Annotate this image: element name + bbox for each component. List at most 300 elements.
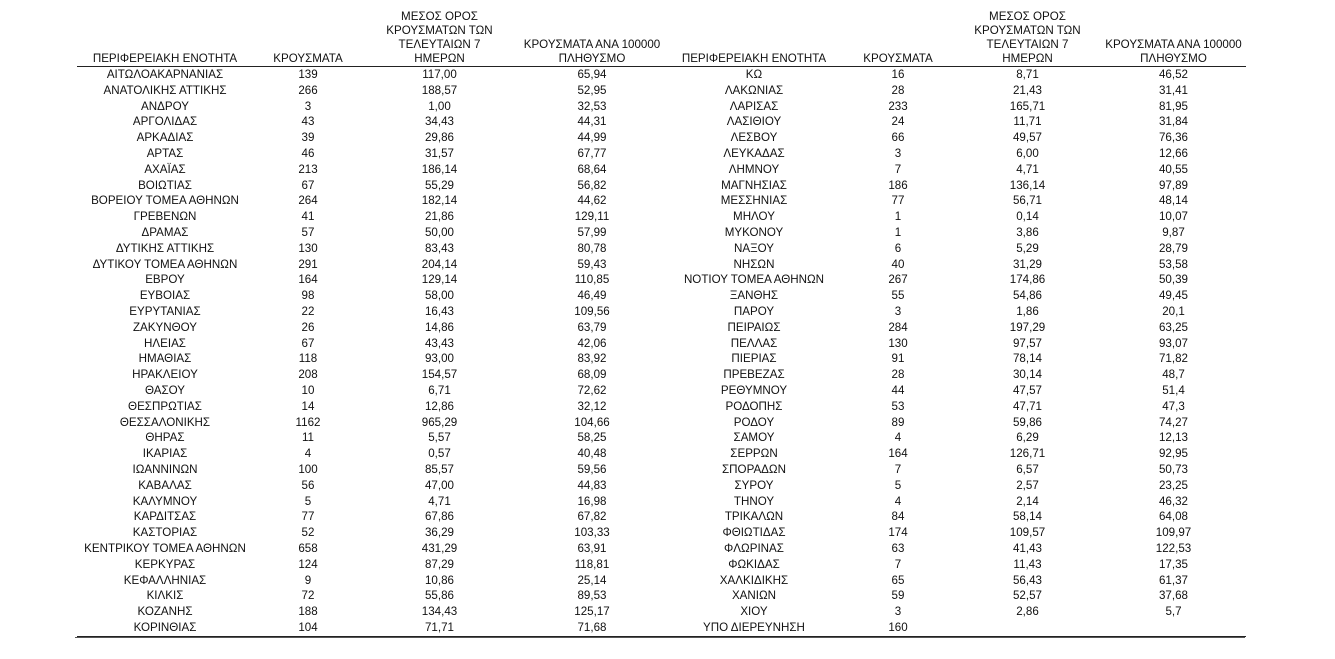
cell-cases: 14 — [301, 399, 315, 413]
cell-region: ΕΥΡΥΤΑΝΙΑΣ — [129, 304, 201, 318]
cell-cases: 3 — [894, 146, 902, 160]
cell-avg7: 56,43 — [1012, 573, 1042, 587]
cell-per100k: 40,48 — [577, 447, 607, 461]
cell-avg7: 154,57 — [421, 368, 458, 382]
cell-cases: 7 — [894, 557, 902, 571]
cell-cases: 6 — [894, 241, 902, 255]
cell-region: ΑΝΔΡΟΥ — [141, 99, 189, 113]
cell-cases: 130 — [888, 336, 908, 350]
cell-cases: 3 — [304, 99, 312, 113]
table-row — [666, 525, 1246, 541]
cell-per100k: 44,83 — [577, 478, 607, 492]
cell-avg7: 188,57 — [421, 83, 458, 97]
cell-region: ΚΟΖΑΝΗΣ — [137, 605, 193, 619]
cell-avg7: 58,00 — [424, 289, 454, 303]
table-row — [77, 383, 668, 399]
cell-cases: 26 — [301, 320, 315, 334]
cell-region: ΘΕΣΠΡΩΤΙΑΣ — [128, 399, 202, 413]
cell-region: ΞΑΝΘΗΣ — [729, 289, 779, 303]
header-avg7: ΜΕΣΟΣ ΟΡΟΣ ΚΡΟΥΣΜΑΤΩΝ ΤΩΝ ΤΕΛΕΥΤΑΙΩΝ 7 ΗΜΕΡΩΝ — [363, 10, 516, 67]
cell-cases: 40 — [891, 257, 905, 271]
cell-per100k: 68,09 — [577, 368, 607, 382]
cell-cases: 77 — [891, 194, 905, 208]
table-row — [77, 509, 668, 525]
table-row — [77, 241, 668, 257]
cell-per100k: 125,17 — [574, 605, 610, 619]
cell-avg7: 6,29 — [1016, 431, 1039, 445]
table-row — [666, 257, 1246, 273]
cell-region: ΘΗΡΑΣ — [145, 431, 185, 445]
cell-per100k: 97,89 — [1158, 178, 1188, 192]
cell-region: ΠΡΕΒΕΖΑΣ — [723, 368, 785, 382]
cell-region: ΝΑΞΟΥ — [733, 241, 775, 255]
table-row — [666, 320, 1246, 336]
cell-avg7: 1,00 — [428, 99, 451, 113]
cell-per100k: 16,98 — [577, 494, 607, 508]
cell-per100k: 61,37 — [1158, 573, 1188, 587]
table-row — [77, 209, 668, 225]
cell-avg7: 10,86 — [424, 573, 454, 587]
cell-cases: 39 — [301, 131, 315, 145]
cell-avg7: 93,00 — [424, 352, 454, 366]
cell-region: ΑΡΓΟΛΙΔΑΣ — [132, 115, 198, 129]
cell-cases: 63 — [891, 541, 905, 555]
cell-per100k: 67,77 — [577, 146, 607, 160]
cell-per100k: 31,41 — [1158, 83, 1188, 97]
cell-cases: 55 — [891, 289, 905, 303]
table-row — [77, 83, 668, 99]
cell-region: ΣΕΡΡΩΝ — [730, 447, 778, 461]
cell-avg7: 204,14 — [421, 257, 458, 271]
cell-per100k: 49,45 — [1158, 289, 1188, 303]
table-row — [77, 257, 668, 273]
table-row — [77, 336, 668, 352]
cell-cases: 3 — [894, 605, 902, 619]
cell-cases: 291 — [298, 257, 318, 271]
cell-cases: 22 — [301, 304, 315, 318]
cell-region: ΑΧΑΪΑΣ — [144, 162, 186, 176]
table-row — [666, 383, 1246, 399]
cell-region: ΑΙΤΩΛΟΑΚΑΡΝΑΝΙΑΣ — [106, 68, 224, 81]
cell-per100k: 118,81 — [574, 557, 610, 571]
cell-region: ΗΜΑΘΙΑΣ — [138, 352, 192, 366]
table-row — [77, 604, 668, 620]
cell-per100k: 12,13 — [1158, 431, 1188, 445]
cell-per100k: 25,14 — [577, 573, 607, 587]
cell-region: ΚΕΦΑΛΛΗΝΙΑΣ — [123, 573, 207, 587]
cell-region: ΚΑΒΑΛΑΣ — [138, 478, 192, 492]
cell-avg7: 30,14 — [1012, 368, 1042, 382]
table-row — [666, 114, 1246, 130]
cell-avg7: 431,29 — [421, 541, 458, 555]
cell-region: ΗΛΕΙΑΣ — [144, 336, 186, 350]
cell-avg7: 8,71 — [1016, 68, 1039, 81]
cell-cases: 67 — [301, 336, 315, 350]
cell-avg7: 31,29 — [1012, 257, 1042, 271]
bottom-rule — [75, 637, 1245, 638]
cell-per100k: 47,3 — [1162, 399, 1185, 413]
cell-avg7: 87,29 — [424, 557, 454, 571]
cell-avg7: 47,71 — [1012, 399, 1042, 413]
cell-avg7: 34,43 — [424, 115, 454, 129]
table-row — [77, 67, 668, 83]
cell-per100k: 9,87 — [1162, 225, 1185, 239]
cell-cases: 41 — [301, 210, 315, 224]
cell-avg7: 14,86 — [424, 320, 454, 334]
cell-per100k: 56,82 — [577, 178, 607, 192]
cell-avg7: 109,57 — [1009, 526, 1046, 540]
cell-region: ΑΝΑΤΟΛΙΚΗΣ ΑΤΤΙΚΗΣ — [103, 83, 227, 97]
header-cases: ΚΡΟΥΣΜΑΤΑ — [842, 10, 954, 67]
cell-per100k: 83,92 — [577, 352, 607, 366]
header-row — [77, 10, 668, 67]
cell-per100k: 32,53 — [577, 99, 607, 113]
cases-table-right — [666, 10, 1246, 637]
cell-region: ΧΑΝΙΩΝ — [731, 589, 777, 603]
table-row — [77, 541, 668, 557]
cell-cases: 10 — [301, 383, 315, 397]
cell-region: ΝΗΣΩΝ — [733, 257, 775, 271]
cell-region: ΚΟΡΙΝΘΙΑΣ — [77, 620, 253, 636]
table-row — [666, 620, 1246, 636]
cell-per100k: 50,39 — [1158, 273, 1188, 287]
cell-region: ΒΟΙΩΤΙΑΣ — [138, 178, 192, 192]
cell-cases: 4 — [304, 447, 312, 461]
cell-cases: 7 — [894, 162, 902, 176]
table-row — [77, 446, 668, 462]
cell-per100k: 63,25 — [1158, 320, 1188, 334]
cell-per100k: 53,58 — [1158, 257, 1188, 271]
cell-region: ΦΛΩΡΙΝΑΣ — [724, 541, 784, 555]
table-row — [77, 304, 668, 320]
cell-region: ΛΑΡΙΣΑΣ — [729, 99, 779, 113]
table-row — [666, 541, 1246, 557]
cell-region: ΡΟΔΟΠΗΣ — [725, 399, 783, 413]
cell-per100k: 64,08 — [1158, 510, 1188, 524]
cell-avg7: 16,43 — [424, 304, 454, 318]
cell-cases: 164 — [298, 273, 318, 287]
cell-avg7: 6,00 — [1016, 146, 1039, 160]
cell-per100k: 32,12 — [577, 399, 607, 413]
table-row — [666, 351, 1246, 367]
cell-avg7: 97,57 — [1012, 336, 1042, 350]
cell-region: ΠΙΕΡΙΑΣ — [731, 352, 777, 366]
table-row — [666, 604, 1246, 620]
cell-per100k: 93,07 — [1158, 336, 1188, 350]
table-row — [77, 114, 668, 130]
cell-cases: 4 — [894, 494, 902, 508]
cell-per100k — [1101, 620, 1246, 636]
cell-per100k: 58,25 — [577, 431, 607, 445]
cell-cases: 4 — [894, 431, 902, 445]
cell-per100k: 71,68 — [516, 620, 668, 636]
cell-per100k: 59,56 — [577, 462, 607, 476]
cell-region: ΙΚΑΡΙΑΣ — [142, 447, 188, 461]
cell-avg7: 2,14 — [1016, 494, 1039, 508]
cell-region: ΛΗΜΝΟΥ — [728, 162, 780, 176]
table-row — [666, 336, 1246, 352]
table-row — [666, 241, 1246, 257]
cell-per100k: 44,99 — [577, 131, 607, 145]
cell-avg7: 5,57 — [428, 431, 451, 445]
cell-region: ΣΠΟΡΑΔΩΝ — [722, 462, 786, 476]
cell-region: ΚΕΡΚΥΡΑΣ — [134, 557, 196, 571]
cell-per100k: 46,52 — [1158, 68, 1188, 81]
table-row — [666, 209, 1246, 225]
cell-avg7: 0,14 — [1016, 210, 1039, 224]
cell-avg7: 6,71 — [428, 383, 451, 397]
cell-avg7: 67,86 — [424, 510, 454, 524]
cell-per100k: 76,36 — [1158, 131, 1188, 145]
cell-cases: 89 — [891, 415, 905, 429]
cell-avg7: 85,57 — [424, 462, 454, 476]
cell-cases: 84 — [891, 510, 905, 524]
cell-per100k: 57,99 — [577, 225, 607, 239]
cell-region: ΜΑΓΝΗΣΙΑΣ — [721, 178, 787, 192]
cell-per100k: 12,66 — [1158, 146, 1188, 160]
cell-region: ΔΥΤΙΚΟΥ ΤΟΜΕΑ ΑΘΗΝΩΝ — [92, 257, 238, 271]
cell-avg7: 2,57 — [1016, 478, 1039, 492]
cell-avg7: 21,43 — [1012, 83, 1042, 97]
table-row — [666, 288, 1246, 304]
cell-per100k: 63,91 — [577, 541, 607, 555]
table-row — [666, 225, 1246, 241]
cell-per100k: 65,94 — [577, 68, 607, 81]
table-row — [666, 162, 1246, 178]
cell-region: ΔΡΑΜΑΣ — [141, 225, 189, 239]
cell-region: ΠΕΛΛΑΣ — [730, 336, 778, 350]
cell-cases: 7 — [894, 462, 902, 476]
cell-per100k: 103,33 — [574, 526, 610, 540]
cell-cases: 160 — [842, 620, 954, 636]
cell-region: ΧΙΟΥ — [740, 605, 768, 619]
cell-per100k: 104,66 — [574, 415, 610, 429]
cell-avg7: 117,00 — [422, 68, 457, 81]
cell-region: ΙΩΑΝΝΙΝΩΝ — [132, 462, 198, 476]
cell-region: ΥΠΟ ΔΙΕΡΕΥΝΗΣΗ — [666, 620, 842, 636]
cell-avg7: 182,14 — [421, 194, 458, 208]
cell-cases: 164 — [888, 447, 908, 461]
cell-region: ΣΥΡΟΥ — [734, 478, 774, 492]
cell-per100k: 59,43 — [577, 257, 607, 271]
table-row — [666, 478, 1246, 494]
cell-avg7: 129,14 — [421, 273, 458, 287]
cell-cases: 186 — [888, 178, 908, 192]
table-row — [77, 320, 668, 336]
cell-avg7: 197,29 — [1009, 320, 1046, 334]
cell-avg7: 126,71 — [1009, 447, 1046, 461]
cell-cases: 284 — [888, 320, 908, 334]
cell-cases: 28 — [891, 83, 905, 97]
cell-per100k: 109,97 — [1155, 526, 1192, 540]
cell-region: ΕΥΒΟΙΑΣ — [139, 289, 191, 303]
cell-avg7: 83,43 — [424, 241, 454, 255]
cell-cases: 264 — [298, 194, 318, 208]
table-row — [666, 272, 1246, 288]
cell-per100k: 44,62 — [577, 194, 607, 208]
cell-region: ΡΕΘΥΜΝΟΥ — [720, 383, 788, 397]
cell-avg7: 49,57 — [1012, 131, 1042, 145]
table-row — [666, 178, 1246, 194]
cell-region: ΚΩ — [745, 68, 763, 81]
cell-cases: 11 — [301, 431, 315, 445]
cell-region: ΦΘΙΩΤΙΔΑΣ — [722, 526, 786, 540]
cell-avg7: 29,86 — [424, 131, 454, 145]
table-row — [77, 557, 668, 573]
cell-per100k: 129,11 — [574, 210, 610, 224]
table-row — [77, 351, 668, 367]
cell-avg7: 2,86 — [1016, 605, 1039, 619]
table-row — [77, 573, 668, 589]
table-row — [666, 399, 1246, 415]
table-row — [666, 557, 1246, 573]
cell-per100k: 44,31 — [577, 115, 607, 129]
cell-cases: 3 — [894, 304, 902, 318]
table-row — [77, 178, 668, 194]
cell-avg7: 31,57 — [424, 146, 454, 160]
table-row — [77, 620, 668, 636]
table-row — [77, 288, 668, 304]
table-row — [666, 509, 1246, 525]
cell-cases: 188 — [298, 605, 318, 619]
cell-region: ΚΑΡΔΙΤΣΑΣ — [133, 510, 197, 524]
cell-per100k: 52,95 — [577, 83, 607, 97]
header-region: ΠΕΡΙΦΕΡΕΙΑΚΗ ΕΝΟΤΗΤΑ — [77, 10, 253, 67]
cell-avg7: 50,00 — [424, 225, 454, 239]
table-row — [666, 130, 1246, 146]
cell-per100k: 110,85 — [574, 273, 610, 287]
cell-avg7: 0,57 — [428, 447, 451, 461]
cell-cases: 57 — [301, 225, 315, 239]
cell-region: ΒΟΡΕΙΟΥ ΤΟΜΕΑ ΑΘΗΝΩΝ — [91, 194, 239, 208]
cell-cases: 52 — [301, 526, 315, 540]
cell-region: ΚΑΣΤΟΡΙΑΣ — [132, 526, 198, 540]
cell-per100k: 67,82 — [577, 510, 607, 524]
table-row — [77, 525, 668, 541]
cell-avg7: 6,57 — [1016, 462, 1039, 476]
cell-cases: 208 — [298, 368, 318, 382]
cell-region: ΝΟΤΙΟΥ ΤΟΜΕΑ ΑΘΗΝΩΝ — [683, 273, 825, 287]
cell-avg7: 21,86 — [424, 210, 454, 224]
cell-cases: 139 — [298, 68, 318, 81]
cell-cases: 233 — [888, 99, 908, 113]
cell-cases: 43 — [301, 115, 315, 129]
cell-cases: 72 — [301, 589, 315, 603]
cell-cases: 24 — [891, 115, 905, 129]
cell-avg7: 174,86 — [1009, 273, 1046, 287]
cell-region: ΘΑΣΟΥ — [144, 383, 186, 397]
cell-per100k: 48,7 — [1162, 368, 1185, 382]
cell-region: ΧΑΛΚΙΔΙΚΗΣ — [719, 573, 789, 587]
cell-region: ΛΑΣΙΘΙΟΥ — [726, 115, 782, 129]
table-row — [666, 67, 1246, 83]
cell-cases: 130 — [298, 241, 318, 255]
table-row — [77, 99, 668, 115]
table-row — [77, 367, 668, 383]
cell-avg7: 11,43 — [1013, 557, 1042, 571]
cell-avg7: 55,86 — [424, 589, 454, 603]
cases-table-left — [77, 10, 668, 637]
header-per100k: ΚΡΟΥΣΜΑΤΑ ΑΝΑ 100000 ΠΛΗΘΥΣΜΟ — [516, 10, 668, 67]
cell-avg7: 36,29 — [424, 526, 454, 540]
cell-region: ΛΕΣΒΟΥ — [730, 131, 778, 145]
cell-region: ΚΕΝΤΡΙΚΟΥ ΤΟΜΕΑ ΑΘΗΝΩΝ — [84, 541, 246, 555]
cell-avg7: 5,29 — [1016, 241, 1039, 255]
cell-per100k: 17,35 — [1158, 557, 1188, 571]
cell-per100k: 80,78 — [577, 241, 607, 255]
table-row — [77, 162, 668, 178]
cell-cases: 118 — [298, 352, 318, 366]
cell-avg7: 165,71 — [1009, 99, 1046, 113]
cell-per100k: 23,25 — [1158, 478, 1188, 492]
cell-cases: 44 — [891, 383, 905, 397]
table-row — [77, 193, 668, 209]
cell-region: ΚΙΛΚΙΣ — [146, 589, 184, 603]
header-cases: ΚΡΟΥΣΜΑΤΑ — [253, 10, 363, 67]
cell-per100k: 28,79 — [1158, 241, 1188, 255]
cell-per100k: 46,49 — [577, 289, 607, 303]
cell-region: ΠΑΡΟΥ — [733, 304, 775, 318]
cell-avg7: 41,43 — [1012, 541, 1042, 555]
cell-avg7: 136,14 — [1009, 178, 1046, 192]
cell-avg7: 58,14 — [1012, 510, 1042, 524]
cell-region: ΘΕΣΣΑΛΟΝΙΚΗΣ — [119, 415, 211, 429]
table-row — [77, 225, 668, 241]
cell-per100k: 31,84 — [1158, 115, 1188, 129]
cell-avg7 — [954, 620, 1101, 636]
header-region: ΠΕΡΙΦΕΡΕΙΑΚΗ ΕΝΟΤΗΤΑ — [666, 10, 842, 67]
cell-region: ΜΥΚΟΝΟΥ — [724, 225, 784, 239]
cell-avg7: 47,57 — [1012, 383, 1042, 397]
cell-per100k: 5,7 — [1165, 605, 1182, 619]
cell-per100k: 74,27 — [1158, 415, 1188, 429]
cell-per100k: 89,53 — [577, 589, 607, 603]
table-row — [666, 99, 1246, 115]
cell-region: ΔΥΤΙΚΗΣ ΑΤΤΙΚΗΣ — [115, 241, 215, 255]
cell-region: ΑΡΤΑΣ — [146, 146, 184, 160]
cell-cases: 266 — [298, 83, 318, 97]
cell-cases: 1 — [894, 210, 902, 224]
cell-cases: 67 — [301, 178, 315, 192]
cell-avg7: 47,00 — [424, 478, 454, 492]
table-row — [77, 272, 668, 288]
table-row — [666, 304, 1246, 320]
cell-per100k: 20,1 — [1162, 304, 1185, 318]
cell-per100k: 92,95 — [1158, 447, 1188, 461]
cell-per100k: 122,53 — [1155, 541, 1192, 555]
cell-avg7: 71,71 — [363, 620, 516, 636]
cell-avg7: 186,14 — [421, 162, 458, 176]
table-row — [77, 430, 668, 446]
table-row — [666, 146, 1246, 162]
cell-region: ΕΒΡΟΥ — [145, 273, 185, 287]
cell-avg7: 134,43 — [421, 605, 458, 619]
table-row — [666, 588, 1246, 604]
table-row — [666, 430, 1246, 446]
cell-per100k: 48,14 — [1158, 194, 1188, 208]
cell-region: ΜΕΣΣΗΝΙΑΣ — [720, 194, 788, 208]
cell-cases: 28 — [891, 368, 905, 382]
cell-cases: 124 — [298, 557, 318, 571]
cell-avg7: 965,29 — [421, 415, 458, 429]
table-row — [77, 494, 668, 510]
cell-cases: 658 — [298, 541, 318, 555]
cell-avg7: 55,29 — [424, 178, 454, 192]
cell-region: ΦΩΚΙΔΑΣ — [728, 557, 780, 571]
cell-region: ΑΡΚΑΔΙΑΣ — [136, 131, 194, 145]
cell-region: ΚΑΛΥΜΝΟΥ — [132, 494, 198, 508]
cell-cases: 100 — [298, 462, 318, 476]
